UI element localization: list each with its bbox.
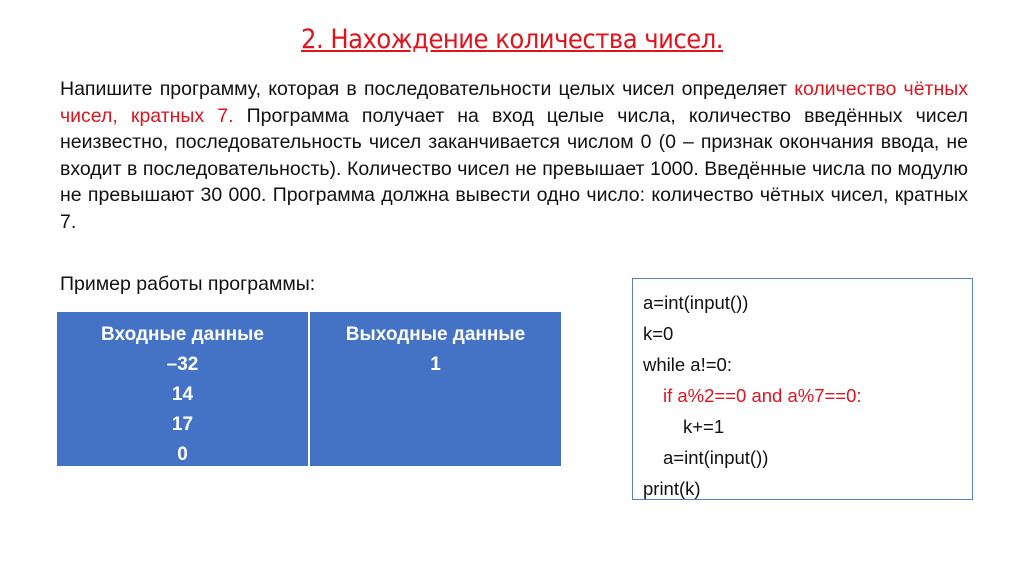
input-value: 14 xyxy=(171,384,194,405)
input-header: Входные данные xyxy=(101,324,264,345)
input-value: 17 xyxy=(171,414,194,435)
example-table xyxy=(57,312,561,466)
input-column xyxy=(57,312,308,466)
code-line: a=int(input()) xyxy=(663,447,769,468)
slide-title: 2. Нахождение количества чисел. xyxy=(301,24,723,55)
code-line-condition: if a%2==0 and a%7==0: xyxy=(663,385,862,406)
code-line: while a!=0: xyxy=(643,354,732,375)
code-box xyxy=(632,278,973,500)
task-highlight: количество чётных чисел, кратных 7. xyxy=(60,78,968,127)
code-line: k=0 xyxy=(643,323,674,344)
code-line: a=int(input()) xyxy=(643,292,749,313)
task-text: Напишите программу, которая в последовательности целых чисел определяет xyxy=(60,78,795,100)
example-label: Пример работы программы: xyxy=(60,273,316,295)
output-value: 1 xyxy=(430,354,441,375)
code-line: k+=1 xyxy=(683,416,725,437)
task-description xyxy=(60,76,968,235)
input-value: –32 xyxy=(166,354,199,375)
output-column xyxy=(308,312,561,466)
output-header: Выходные данные xyxy=(345,324,526,345)
task-text-rest: Программа получает на вход целые числа, количество введённых чисел неизвестно, последовательность чисел заканчивается числом 0 (0 – признак окончания ввода, не входит в последовательность). Количество чисел не превышает 1000. Введённые числа по модулю не превышают 30 000. Программа должна вывести одно число: количество чётных чисел, кратных 7. xyxy=(60,104,969,233)
input-value: 0 xyxy=(177,444,188,465)
code-line: print(k) xyxy=(643,478,701,499)
